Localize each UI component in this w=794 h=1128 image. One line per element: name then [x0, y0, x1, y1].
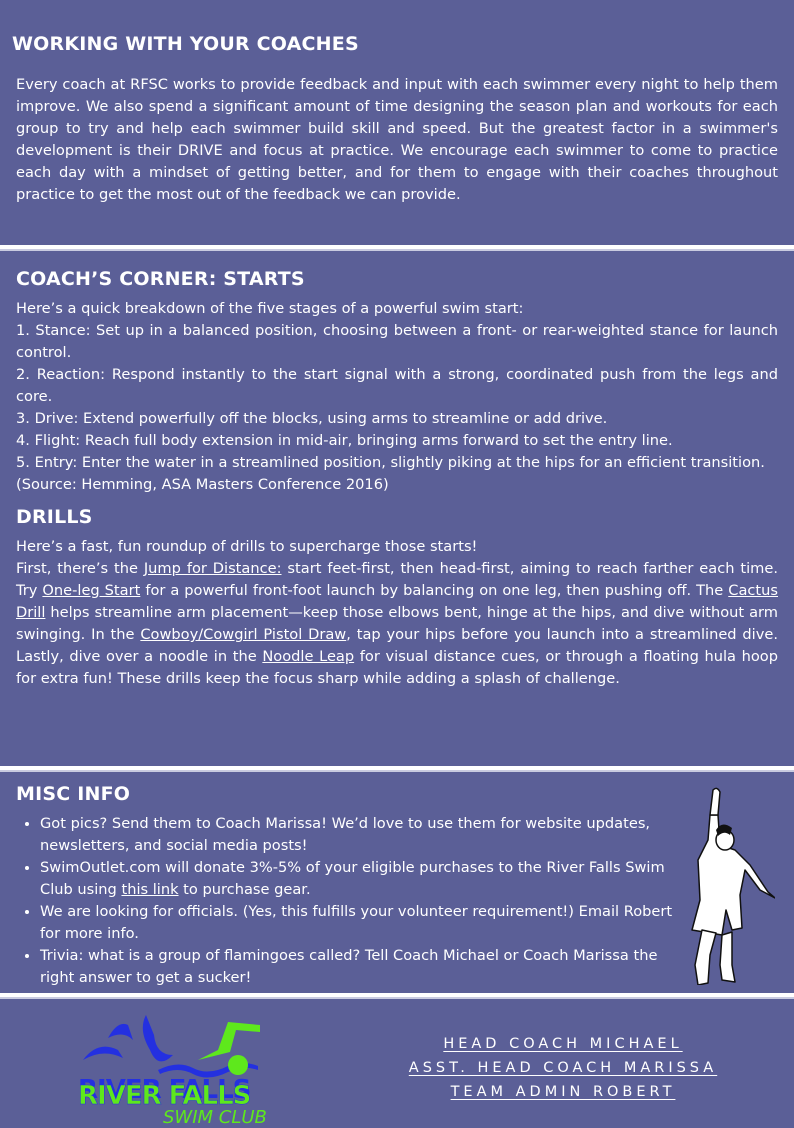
misc-section: [0, 783, 794, 989]
misc-text: to purchase gear.: [178, 881, 311, 898]
noodle-leap-link[interactable]: Noodle Leap: [262, 648, 355, 665]
swimmer-logo-icon: [78, 1010, 270, 1080]
starts-section: [0, 268, 794, 690]
misc-title: MISC INFO: [16, 783, 131, 805]
misc-text: SwimOutlet.com will donate 3%-5% of your eligible purchases to the River Falls Swim Club using: [40, 859, 665, 898]
starts-item: 5. Entry: Enter the water in a streamlined position, slightly piking at the hips for an efficient transition.: [16, 454, 765, 471]
drills-title: DRILLS: [16, 506, 93, 528]
divider: [0, 245, 794, 251]
starts-item: 2. Reaction: Respond instantly to the start signal with a strong, coordinated push from the legs and core.: [16, 366, 778, 405]
referee-illustration: [680, 780, 775, 985]
starts-title: COACH’S CORNER: STARTS: [16, 268, 305, 290]
drills-intro: Here’s a fast, fun roundup of drills to supercharge those starts!: [16, 538, 478, 555]
drills-text: helps streamline arm placement—keep those elbows bent, hinge at the hips, and dive without arm swinging. In the: [16, 604, 778, 643]
drills-text: First, there’s the: [16, 560, 144, 577]
starts-item: 4. Flight: Reach full body extension in mid-air, bringing arms forward to set the entry line.: [16, 432, 673, 449]
misc-item: [40, 857, 680, 901]
logo-subtext: SWIM CLUB: [163, 1107, 267, 1128]
drills-text: start feet-first, then head-first, aiming to reach farther each time. Try: [16, 560, 778, 599]
starts-item: 1. Stance: Set up in a balanced position, choosing between a front- or rear-weighted stance for launch control.: [16, 322, 778, 361]
coaches-body: Every coach at RFSC works to provide feedback and input with each swimmer every night to help them improve. We also spend a significant amount of time designing the season plan and workouts for each group to try and help each swimmer build skill and speed. But the greatest factor in a swimmer's development is their DRIVE and focus at practice. We encourage each swimmer to come to practice each day with a mindset of getting better, and for them to engage with their coaches throughout practice to get the most out of the feedback we can provide.: [16, 76, 778, 203]
drills-text: , tap your hips before you launch into a streamlined dive. Lastly, dive over a noodle in the: [16, 626, 778, 665]
divider: [0, 993, 794, 999]
coaches-section: [0, 33, 794, 206]
logo-text: RIVER FALLS: [78, 1081, 251, 1111]
head-coach-link[interactable]: HEAD COACH MICHAEL: [443, 1036, 683, 1052]
drills-body: [16, 558, 778, 690]
contact-links: [400, 1032, 726, 1104]
jump-for-distance-link[interactable]: Jump for Distance:: [143, 560, 282, 577]
misc-item: • Got pics? Send them to Coach Marissa! We’d love to use them for website updates, newsletters, and social media posts!: [40, 813, 680, 857]
starts-item: 3. Drive: Extend powerfully off the blocks, using arms to streamline or add drive.: [16, 410, 608, 427]
river-falls-logo: [78, 1010, 270, 1128]
coaches-title: WORKING WITH YOUR COACHES: [12, 33, 359, 55]
divider: [0, 766, 794, 772]
misc-list: [16, 813, 680, 989]
one-leg-start-link[interactable]: One-leg Start: [42, 582, 141, 599]
misc-item: • We are looking for officials. (Yes, this fulfills your volunteer requirement!) Email Robert for more info.: [40, 901, 680, 945]
misc-item: • Trivia: what is a group of flamingoes called? Tell Coach Michael or Coach Marissa the right answer to get a sucker!: [40, 945, 680, 989]
starts-source: (Source: Hemming, ASA Masters Conference 2016): [16, 476, 389, 493]
drills-text: for a powerful front-foot launch by balancing on one leg, then pushing off. The: [140, 582, 729, 599]
drills-text: for visual distance cues, or through a floating hula hoop for extra fun! These drills keep the focus sharp while adding a splash of challenge.: [16, 648, 778, 687]
pistol-draw-link[interactable]: Cowboy/Cowgirl Pistol Draw: [140, 626, 347, 643]
starts-intro: Here’s a quick breakdown of the five stages of a powerful swim start:: [16, 300, 524, 317]
cactus-drill-link[interactable]: Cactus Drill: [16, 582, 778, 621]
this-link[interactable]: this link: [121, 881, 179, 898]
team-admin-link[interactable]: TEAM ADMIN ROBERT: [450, 1084, 676, 1100]
asst-head-coach-link[interactable]: ASST. HEAD COACH MARISSA: [408, 1060, 718, 1076]
